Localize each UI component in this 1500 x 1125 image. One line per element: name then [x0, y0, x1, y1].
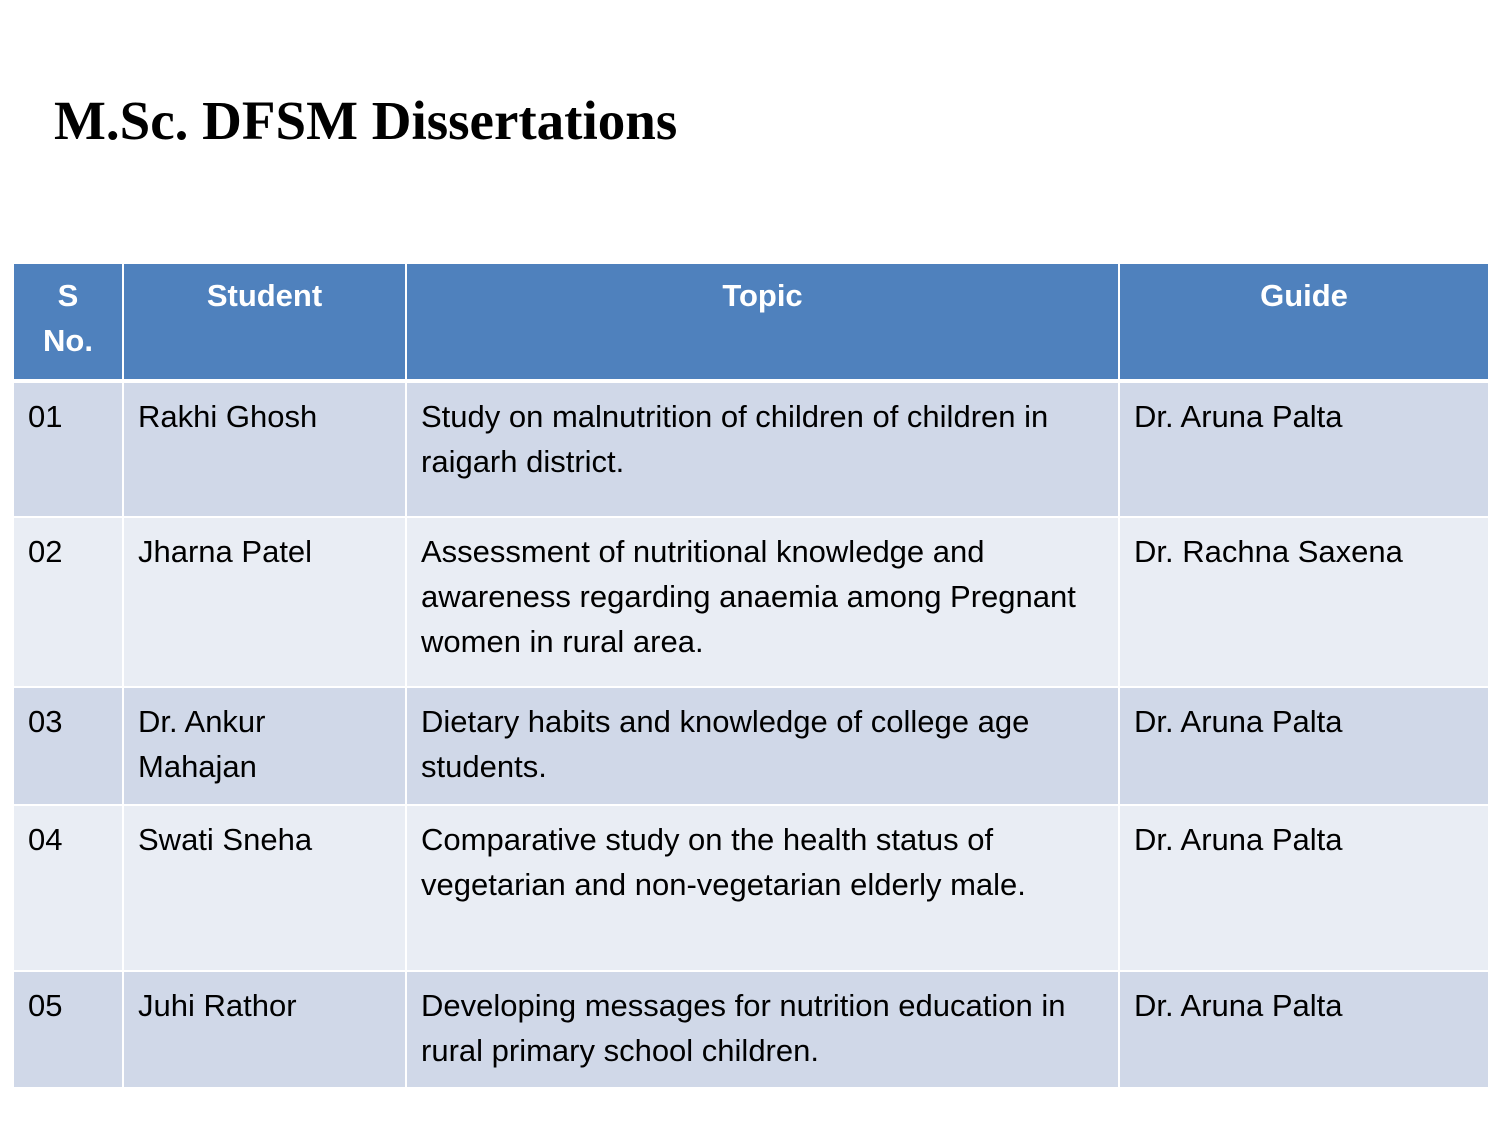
cell-student: Swati Sneha	[123, 805, 406, 971]
cell-sno: 04	[13, 805, 123, 971]
table-row	[13, 381, 1489, 517]
table-row	[13, 687, 1489, 805]
table-row	[13, 805, 1489, 971]
table-row	[13, 517, 1489, 687]
header-sno-line1: S	[57, 278, 79, 313]
cell-guide: Dr. Aruna Palta	[1119, 687, 1489, 805]
cell-guide: Dr. Aruna Palta	[1119, 381, 1489, 517]
cell-topic: Dietary habits and knowledge of college age students.	[406, 687, 1119, 805]
cell-sno: 05	[13, 971, 123, 1088]
page-title: M.Sc. DFSM Dissertations	[54, 90, 678, 151]
cell-guide: Dr. Aruna Palta	[1119, 971, 1489, 1088]
cell-sno: 01	[13, 381, 123, 517]
cell-student: Rakhi Ghosh	[123, 381, 406, 517]
cell-topic: Comparative study on the health status of vegetarian and non-vegetarian elderly male.	[406, 805, 1119, 971]
cell-topic: Study on malnutrition of children of children in raigarh district.	[406, 381, 1119, 517]
cell-topic: Assessment of nutritional knowledge and awareness regarding anaemia among Pregnant women in rural area.	[406, 517, 1119, 687]
header-student: Student	[123, 263, 406, 381]
table-header-row	[13, 263, 1489, 381]
dissertations-table-container	[12, 262, 1488, 1089]
cell-sno: 02	[13, 517, 123, 687]
cell-guide: Dr. Aruna Palta	[1119, 805, 1489, 971]
header-sno-line2: No.	[43, 323, 93, 358]
header-topic: Topic	[406, 263, 1119, 381]
cell-sno: 03	[13, 687, 123, 805]
header-guide: Guide	[1119, 263, 1489, 381]
dissertations-table	[12, 262, 1490, 1089]
cell-guide: Dr. Rachna Saxena	[1119, 517, 1489, 687]
cell-topic: Developing messages for nutrition education in rural primary school children.	[406, 971, 1119, 1088]
cell-student: Dr. Ankur Mahajan	[123, 687, 406, 805]
header-sno	[13, 263, 123, 381]
cell-student: Juhi Rathor	[123, 971, 406, 1088]
table-row	[13, 971, 1489, 1088]
cell-student: Jharna Patel	[123, 517, 406, 687]
